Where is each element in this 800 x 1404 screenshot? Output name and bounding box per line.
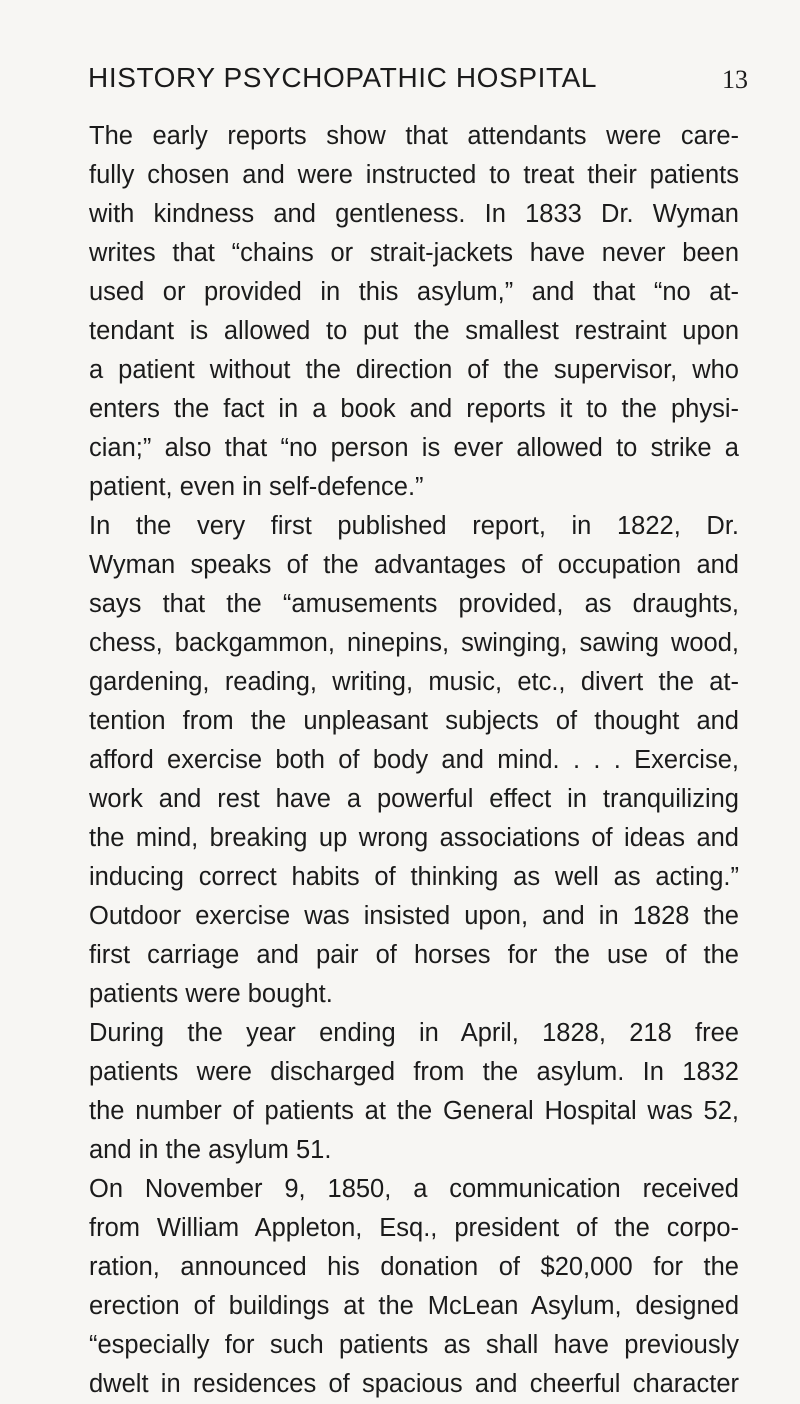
text-line: from William Appleton, Esq., president of the corpo-: [89, 1214, 739, 1242]
text-line: ration, announced his donation of $20,000 for the: [89, 1253, 739, 1281]
text-line: dwelt in residences of spacious and cheerful character: [89, 1370, 739, 1398]
text-line: afford exercise both of body and mind. . . . Exercise,: [89, 746, 739, 774]
text-line: fully chosen and were instructed to treat their patients: [89, 161, 739, 189]
text-line: work and rest have a powerful effect in tranquilizing: [89, 785, 739, 813]
text-line: inducing correct habits of thinking as well as acting.”: [89, 863, 739, 891]
text-line: a patient without the direction of the supervisor, who: [89, 356, 739, 384]
text-line: and in the asylum 51.: [89, 1136, 332, 1164]
text-line: with kindness and gentleness. In 1833 Dr. Wyman: [89, 200, 739, 228]
text-line: patients were discharged from the asylum. In 1832: [89, 1058, 739, 1086]
text-line: the number of patients at the General Hospital was 52,: [89, 1097, 739, 1125]
page-number: 13: [722, 65, 748, 94]
running-head: HISTORY PSYCHOPATHIC HOSPITAL: [88, 62, 598, 93]
text-line: “especially for such patients as shall have previously: [89, 1331, 739, 1359]
text-line: Wyman speaks of the advantages of occupation and: [89, 551, 739, 579]
text-line: patients were bought.: [89, 980, 333, 1008]
text-line: On November 9, 1850, a communication received: [89, 1175, 739, 1203]
text-line: In the very first published report, in 1822, Dr.: [89, 512, 739, 540]
text-line: says that the “amusements provided, as draughts,: [89, 590, 739, 618]
text-line: first carriage and pair of horses for the use of the: [89, 941, 739, 969]
text-line: enters the fact in a book and reports it to the physi-: [89, 395, 739, 423]
body-text: [89, 117, 739, 1404]
text-line: erection of buildings at the McLean Asylum, designed: [89, 1292, 739, 1320]
text-line: gardening, reading, writing, music, etc., divert the at-: [89, 668, 739, 696]
text-line: The early reports show that attendants were care-: [89, 122, 739, 150]
text-line: writes that “chains or strait-jackets have never been: [89, 239, 739, 267]
text-line: tention from the unpleasant subjects of thought and: [89, 707, 739, 735]
text-line: cian;” also that “no person is ever allowed to strike a: [89, 434, 739, 462]
text-line: the mind, breaking up wrong associations of ideas and: [89, 824, 739, 852]
text-line: used or provided in this asylum,” and that “no at-: [89, 278, 739, 306]
text-line: Outdoor exercise was insisted upon, and in 1828 the: [89, 902, 739, 930]
page-header: [88, 58, 748, 98]
text-line: chess, backgammon, ninepins, swinging, sawing wood,: [89, 629, 739, 657]
text-line: tendant is allowed to put the smallest restraint upon: [89, 317, 739, 345]
text-line: During the year ending in April, 1828, 218 free: [89, 1019, 739, 1047]
text-line: patient, even in self-defence.”: [89, 473, 424, 501]
